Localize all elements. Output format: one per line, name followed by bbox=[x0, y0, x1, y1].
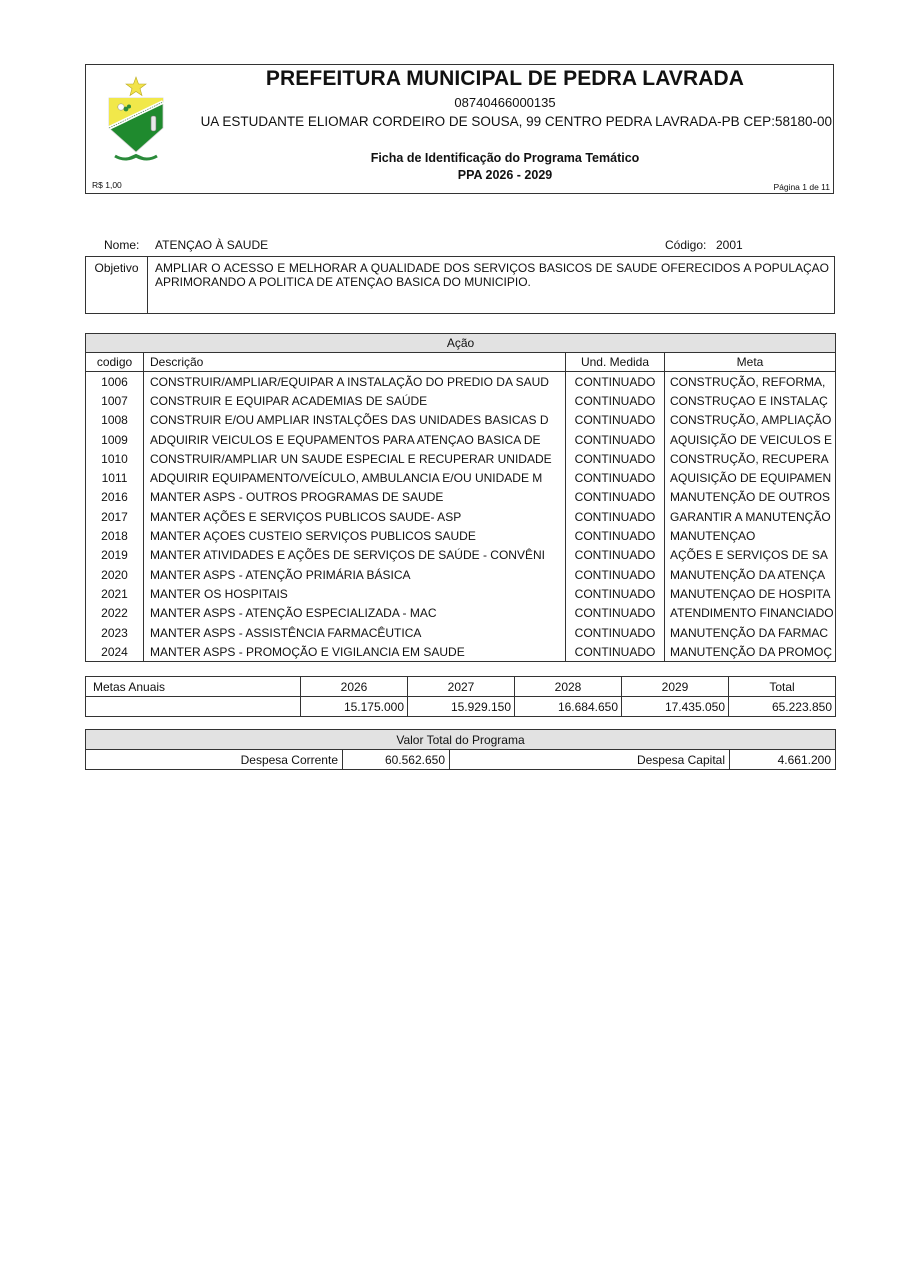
row-codigo: 2023 bbox=[86, 623, 144, 642]
table-row bbox=[86, 430, 836, 449]
row-codigo: 2020 bbox=[86, 565, 144, 584]
row-meta: MANUTENÇÃO DA FARMAC bbox=[670, 625, 829, 640]
row-und-medida: CONTINUADO bbox=[566, 449, 665, 468]
despesa-capital-label: Despesa Capital bbox=[450, 750, 730, 770]
table-row bbox=[86, 411, 836, 430]
row-codigo: 1010 bbox=[86, 449, 144, 468]
row-meta: CONSTRUÇÃO, RECUPERA bbox=[670, 451, 829, 466]
table-row bbox=[86, 372, 836, 392]
address: UA ESTUDANTE ELIOMAR CORDEIRO DE SOUSA, 99 CENTRO PEDRA LAVRADA-PB CEP:58180-00 bbox=[200, 114, 832, 129]
table-row bbox=[86, 565, 836, 584]
row-meta: AQUISIÇÃO DE EQUIPAMEN bbox=[670, 471, 832, 486]
value-2026: 15.175.000 bbox=[301, 697, 408, 717]
despesa-corrente-value: 60.562.650 bbox=[343, 750, 450, 770]
row-descricao: MANTER ASPS - ATENÇÃO ESPECIALIZADA - MAC bbox=[144, 604, 566, 623]
acao-title: Ação bbox=[86, 334, 836, 353]
table-row bbox=[86, 642, 836, 662]
row-codigo: 2017 bbox=[86, 507, 144, 526]
cnpj: 08740466000135 bbox=[454, 95, 556, 110]
metas-values-row bbox=[86, 697, 836, 717]
row-meta: AQUISIÇÃO DE VEICULOS E bbox=[670, 432, 833, 447]
col-und-medida: Und. Medida bbox=[566, 353, 665, 372]
row-und-medida: CONTINUADO bbox=[566, 642, 665, 662]
valor-total-table bbox=[85, 729, 836, 770]
row-und-medida: CONTINUADO bbox=[566, 488, 665, 507]
row-und-medida: CONTINUADO bbox=[566, 604, 665, 623]
row-codigo: 2016 bbox=[86, 488, 144, 507]
metas-empty-cell bbox=[86, 697, 301, 717]
row-codigo: 2018 bbox=[86, 526, 144, 545]
row-und-medida: CONTINUADO bbox=[566, 391, 665, 410]
page-number: Página 1 de 11 bbox=[773, 182, 830, 192]
row-codigo: 1008 bbox=[86, 411, 144, 430]
row-descricao: MANTER ASPS - ATENÇÃO PRIMÁRIA BÁSICA bbox=[144, 565, 566, 584]
row-descricao: MANTER ASPS - ASSISTÊNCIA FARMACÊUTICA bbox=[144, 623, 566, 642]
row-descricao: MANTER ASPS - PROMOÇÃO E VIGILANCIA EM SAUDE bbox=[144, 642, 566, 662]
coat-of-arms-icon bbox=[103, 76, 169, 166]
row-und-medida: CONTINUADO bbox=[566, 526, 665, 545]
document-subtitle: Ficha de Identificação do Programa Temático bbox=[370, 151, 640, 165]
program-code: 2001 bbox=[716, 238, 743, 252]
document-title: PREFEITURA MUNICIPAL DE PEDRA LAVRADA bbox=[265, 67, 745, 90]
row-und-medida: CONTINUADO bbox=[566, 623, 665, 642]
value-2027: 15.929.150 bbox=[408, 697, 515, 717]
row-und-medida: CONTINUADO bbox=[566, 468, 665, 487]
table-row bbox=[86, 604, 836, 623]
year-2027: 2027 bbox=[408, 677, 515, 697]
col-descricao: Descrição bbox=[144, 353, 566, 372]
col-codigo: codigo bbox=[86, 353, 144, 372]
metas-anuais-label: Metas Anuais bbox=[86, 677, 301, 697]
table-row bbox=[86, 546, 836, 565]
table-row bbox=[86, 526, 836, 545]
row-descricao: MANTER ASPS - OUTROS PROGRAMAS DE SAUDE bbox=[144, 488, 566, 507]
ppa-period: PPA 2026 - 2029 bbox=[457, 168, 553, 182]
row-descricao: CONSTRUIR E/OU AMPLIAR INSTALÇÕES DAS UNIDADES BASICAS D bbox=[144, 411, 566, 430]
row-descricao: ADQUIRIR EQUIPAMENTO/VEÍCULO, AMBULANCIA E/OU UNIDADE M bbox=[144, 468, 566, 487]
row-descricao: CONSTRUIR/AMPLIAR/EQUIPAR A INSTALAÇÃO DO PREDIO DA SAUD bbox=[144, 372, 566, 392]
row-codigo: 1011 bbox=[86, 468, 144, 487]
col-meta: Meta bbox=[665, 353, 836, 372]
acao-table bbox=[85, 333, 836, 662]
acao-column-header bbox=[86, 353, 836, 372]
currency-unit: R$ 1,00 bbox=[92, 180, 122, 190]
valor-total-row bbox=[86, 750, 836, 770]
table-row bbox=[86, 391, 836, 410]
table-row bbox=[86, 488, 836, 507]
row-descricao: ADQUIRIR VEICULOS E EQUPAMENTOS PARA ATENÇAO BASICA DE bbox=[144, 430, 566, 449]
row-und-medida: CONTINUADO bbox=[566, 372, 665, 392]
row-descricao: MANTER OS HOSPITAIS bbox=[144, 584, 566, 603]
table-row bbox=[86, 584, 836, 603]
row-codigo: 2019 bbox=[86, 546, 144, 565]
coat-of-arms-logo bbox=[103, 76, 169, 166]
row-meta: MANUTENÇAO DE HOSPITA bbox=[670, 586, 831, 601]
codigo-label: Código: bbox=[665, 238, 707, 252]
row-codigo: 1007 bbox=[86, 391, 144, 410]
row-meta: MANUTENÇÃO DA ATENÇA bbox=[670, 567, 826, 582]
row-meta: MANUTENÇÃO DE OUTROS bbox=[670, 490, 831, 505]
objetivo-text: AMPLIAR O ACESSO E MELHORAR A QUALIDADE DOS SERVIÇOS BASICOS DE SAUDE OFERECIDOS A POPULAÇAO APRIMORANDO A POLITICA DE ATENÇAO BASICA DO MUNICIPIO. bbox=[155, 261, 829, 289]
row-descricao: MANTER AÇÕES E SERVIÇOS PUBLICOS SAUDE- ASP bbox=[144, 507, 566, 526]
program-name: ATENÇAO À SAUDE bbox=[155, 238, 269, 252]
table-row bbox=[86, 507, 836, 526]
value-2029: 17.435.050 bbox=[622, 697, 729, 717]
row-descricao: CONSTRUIR E EQUIPAR ACADEMIAS DE SAÚDE bbox=[144, 391, 566, 410]
row-meta: MANUTENÇAO bbox=[670, 529, 756, 544]
acao-group-header bbox=[86, 334, 836, 353]
row-meta: CONSTRUÇAO E INSTALAÇ bbox=[670, 393, 828, 408]
valor-total-header-row bbox=[86, 730, 836, 750]
metas-anuais-table bbox=[85, 676, 836, 717]
row-codigo: 1006 bbox=[86, 372, 144, 392]
table-row bbox=[86, 468, 836, 487]
row-descricao: MANTER AÇOES CUSTEIO SERVIÇOS PUBLICOS SAUDE bbox=[144, 526, 566, 545]
row-descricao: CONSTRUIR/AMPLIAR UN SAUDE ESPECIAL E RECUPERAR UNIDADE bbox=[144, 449, 566, 468]
row-meta: MANUTENÇÃO DA PROMOÇ bbox=[670, 644, 833, 659]
table-row bbox=[86, 623, 836, 642]
nome-label: Nome: bbox=[104, 238, 140, 252]
row-und-medida: CONTINUADO bbox=[566, 546, 665, 565]
value-total: 65.223.850 bbox=[729, 697, 836, 717]
row-und-medida: CONTINUADO bbox=[566, 507, 665, 526]
table-row bbox=[86, 449, 836, 468]
row-und-medida: CONTINUADO bbox=[566, 430, 665, 449]
row-codigo: 2024 bbox=[86, 642, 144, 662]
row-und-medida: CONTINUADO bbox=[566, 565, 665, 584]
row-meta: ATENDIMENTO FINANCIADO bbox=[670, 606, 834, 621]
row-und-medida: CONTINUADO bbox=[566, 411, 665, 430]
metas-header-row bbox=[86, 677, 836, 697]
row-descricao: MANTER ATIVIDADES E AÇÕES DE SERVIÇOS DE SAÚDE - CONVÊNI bbox=[144, 546, 566, 565]
year-2026: 2026 bbox=[301, 677, 408, 697]
objetivo-box bbox=[85, 256, 835, 314]
row-meta: GARANTIR A MANUTENÇÃO bbox=[670, 509, 831, 524]
despesa-capital-value: 4.661.200 bbox=[730, 750, 836, 770]
row-meta: AÇÕES E SERVIÇOS DE SA bbox=[670, 548, 828, 563]
row-codigo: 1009 bbox=[86, 430, 144, 449]
row-codigo: 2021 bbox=[86, 584, 144, 603]
row-codigo: 2022 bbox=[86, 604, 144, 623]
row-meta: CONSTRUÇÃO, AMPLIAÇÃO bbox=[670, 413, 832, 428]
row-meta: CONSTRUÇÃO, REFORMA, bbox=[670, 374, 826, 389]
year-2028: 2028 bbox=[515, 677, 622, 697]
value-2028: 16.684.650 bbox=[515, 697, 622, 717]
row-und-medida: CONTINUADO bbox=[566, 584, 665, 603]
despesa-corrente-label: Despesa Corrente bbox=[86, 750, 343, 770]
objetivo-label: Objetivo bbox=[86, 257, 148, 313]
valor-total-title: Valor Total do Programa bbox=[86, 730, 836, 750]
year-2029: 2029 bbox=[622, 677, 729, 697]
year-total: Total bbox=[729, 677, 836, 697]
